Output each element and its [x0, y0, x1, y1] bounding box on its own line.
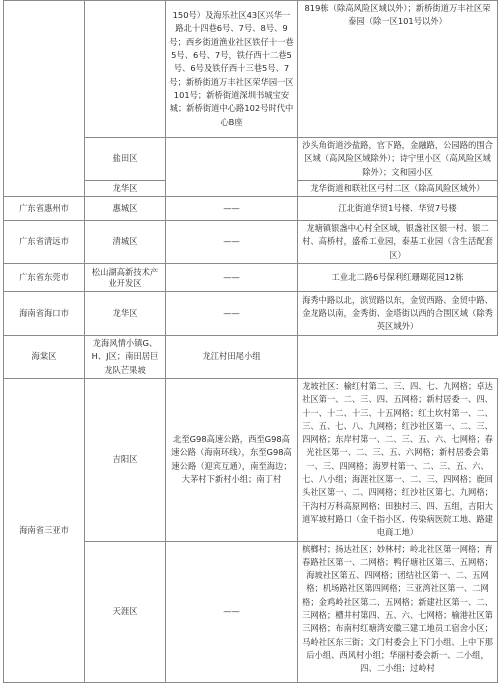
table-row [4, 336, 498, 379]
medium-risk-cell: 150号）及海乐社区43区兴华一路北十四巷6号、7号、8号、9号；西乡街道渔业社区铁仔十一巷5号、6号、7号，铁仔西十二巷5号、6号及铁仔西十三巷5号、7号；新桥街道万丰社区荣华园一区101号；新桥街道深圳书城宝安城；新桥街道中心路102号时代中心B座 [166, 1, 298, 138]
low-risk-cell: 龙塘镇银盏中心村全区域，银盏社区银一村、银二村、高桥村，盛希工业园，泰基工业园（含生活配套区） [298, 221, 498, 264]
medium-risk-cell: 北至G98高速公路，西至G98高速公路（海南环线），东至G98高速公路（迎宾互通），南至海边；大茅村下新村小组；南丁村 [166, 378, 298, 541]
table-row [4, 378, 498, 541]
low-risk-cell: 沙头角街道沙盐路，官下路，金融路，公园路的围合区域（高风险区域除外）；诗宁里小区（高风险区域除外）；文和园小区 [298, 138, 498, 181]
city-cell: 广东省惠州市 [4, 197, 85, 221]
low-risk-cell: 龙坡社区：榆红村第二、三、四、七、九网格；卓达社区第一、二、三、四、五网格；新村居委一、四、十一、十二、十三、十五网格；红土坎村第一、二、三、五、七、八、九网格；红沙社区第一、二、三、四网格；东岸村第一、二、三、五、六、七网格；春光社区第一、二、三、五、六网格；新村居委会第一、三、四网格；海罗村第一、二、三、五、六、七、八小组；海涯社区第一、二、三、四网格；鹿回头社区第一、二、四网格；红沙社区第七、九网格；干沟村万科高原网格；田独村三、四、五组，吉阳大道军坡村路口（金千指小区、传染病医院工地、路建电商工地） [298, 378, 498, 541]
table-row [4, 197, 498, 221]
table-row [4, 292, 498, 336]
low-risk-cell: 龙华街道和联社区弓村二区（除高风险区域外） [298, 180, 498, 196]
city-cell: 海南省海口市 [4, 292, 85, 336]
medium-risk-cell: —— [166, 541, 298, 682]
table-row [4, 264, 498, 292]
low-risk-cell: 龙江村田尾小组 [166, 336, 298, 379]
district-cell: 天涯区 [85, 541, 166, 682]
medium-risk-cell [166, 138, 298, 197]
medium-risk-cell: —— [166, 221, 298, 264]
medium-risk-cell: —— [166, 292, 298, 336]
low-risk-cell: 槟榔村；扬达社区；妙林村；岭北社区第一网格；育春路社区第一、二网格；鸭仔塘社区第三、五网格；海坡社区第五、四网格；团结社区第一、二、五网格；机场路社区第四网格；三亚湾社区第一、二网格；金鸡岭社区第二、五网格；新建社区第一、二、三网格；槽井村第四、五、六、七网格；榆港社区第三网格；布南村红塘湾安徽三建工地员工宿舍小区；马岭社区东三街；文门村委会上下门小组、上中下那后小组、西风村小组；华丽村委会新一、二小组，四、二小组；过岭村 [298, 541, 498, 682]
district-cell: 清城区 [85, 221, 166, 264]
district-cell [85, 1, 166, 138]
district-cell: 吉阳区 [85, 378, 166, 541]
low-risk-cell: 江北街道华贸1号楼、华贸7号楼 [298, 197, 498, 221]
district-cell: 海棠区 [4, 336, 85, 379]
district-cell: 龙华区 [85, 292, 166, 336]
city-cell: 广东省清远市 [4, 221, 85, 264]
low-risk-cell: 工业北二路6号保利红珊瑚花园12栋 [298, 264, 498, 292]
district-cell: 松山湖高新技术产业开发区 [85, 264, 166, 292]
risk-area-table [3, 0, 498, 683]
city-cell: 海南省三亚市 [4, 378, 85, 682]
table-row [4, 221, 498, 264]
city-cell [4, 1, 85, 197]
district-cell: 龙华区 [85, 180, 166, 196]
district-cell: 盐田区 [85, 138, 166, 181]
low-risk-cell: 819栋（除高风险区域以外）；新桥街道万丰社区荣泰园（除一区101号以外） [298, 1, 498, 138]
table-row [4, 1, 498, 138]
district-cell: 惠城区 [85, 197, 166, 221]
city-cell: 广东省东莞市 [4, 264, 85, 292]
medium-risk-cell: 龙海风情小镇G、H、J区；南田居巨龙队芒果坡 [85, 336, 166, 379]
medium-risk-cell: —— [166, 197, 298, 221]
medium-risk-cell: —— [166, 264, 298, 292]
low-risk-cell: 海秀中路以北，滨贸路以东，金贸西路、金贸中路、金龙路以南，金秀街、金塔街以西的合围区域（除秀英区域外） [298, 292, 498, 336]
